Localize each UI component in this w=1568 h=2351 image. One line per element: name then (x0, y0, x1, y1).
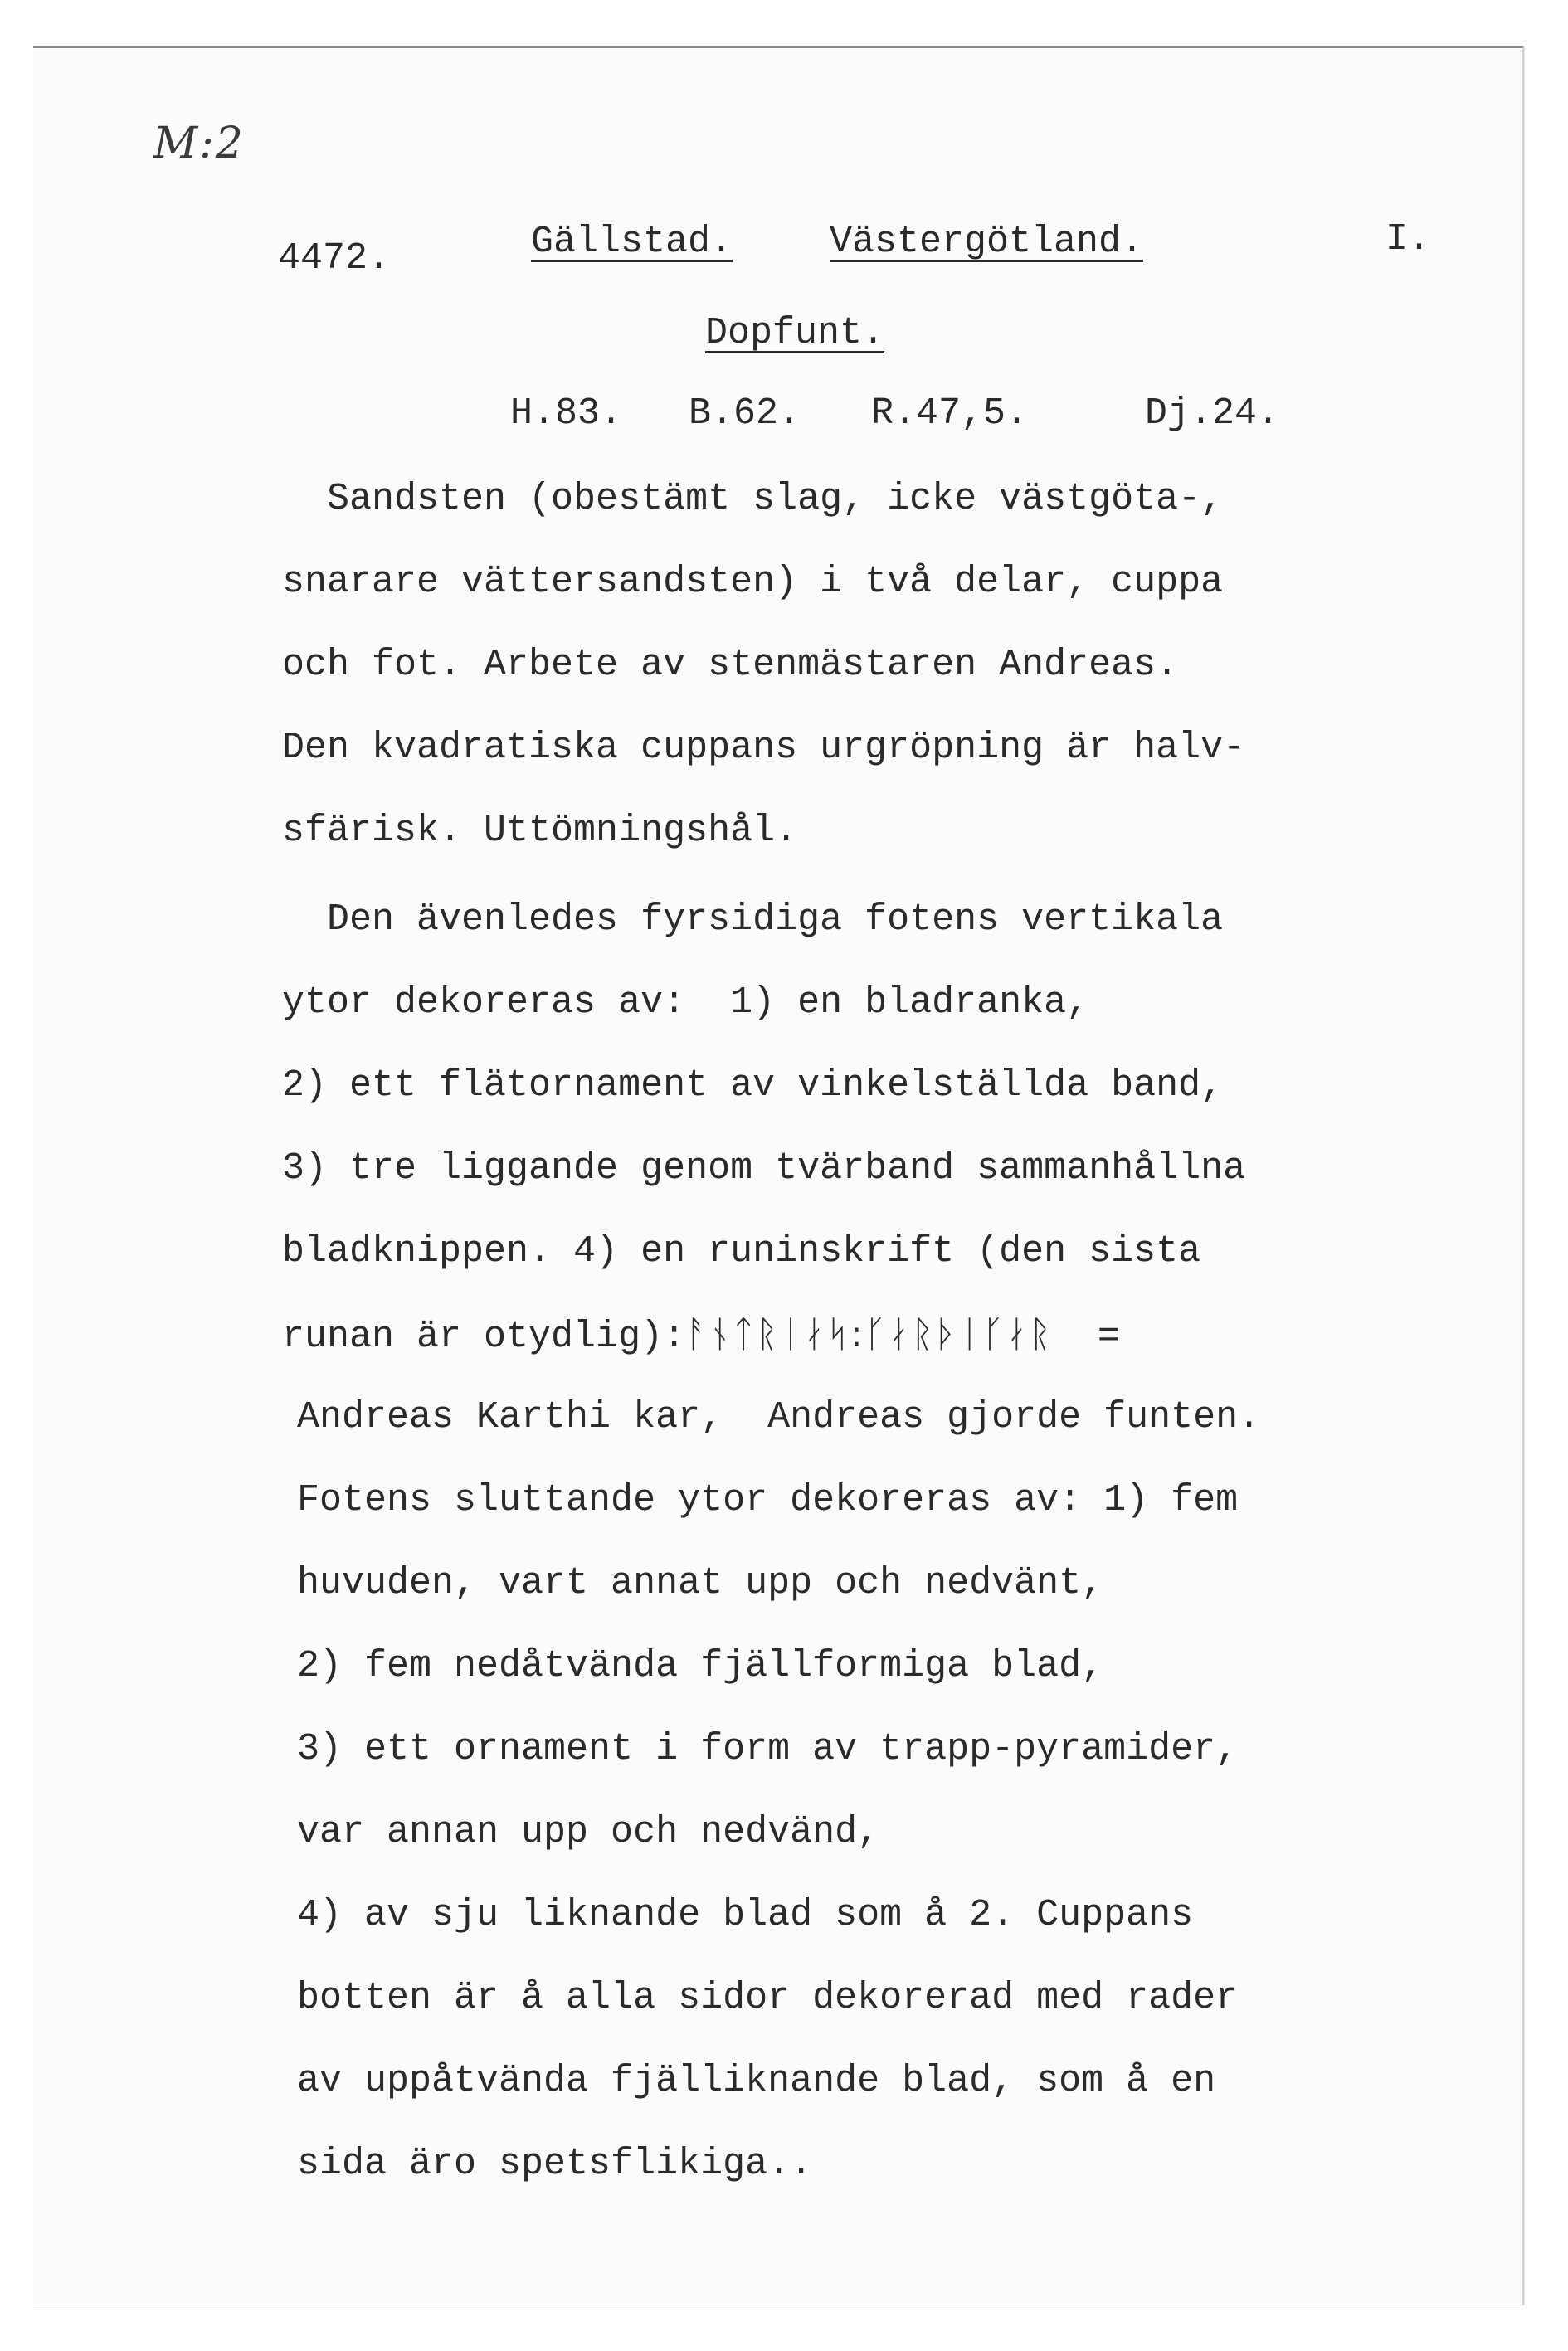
text-line: sfärisk. Uttömningshål. (282, 810, 798, 852)
text-line: botten är å alla sidor dekorerad med rader (297, 1977, 1239, 2019)
document-page (33, 46, 1524, 2305)
text-line: huvuden, vart annat upp och nedvänt, (297, 1562, 1104, 1604)
dimension-height: H.83. (510, 392, 623, 435)
text-line: Andreas Karthi kar, Andreas gjorde funten. (297, 1396, 1261, 1438)
text-line: och fot. Arbete av stenmästaren Andreas. (282, 644, 1179, 686)
text-line: Fotens sluttande ytor dekoreras av: 1) fem (297, 1479, 1239, 1521)
shelf-mark: M:2 (153, 119, 245, 168)
dimension-breadth: B.62. (689, 392, 801, 435)
dimension-diameter: Dj.24. (1145, 392, 1280, 435)
object-title: Dopfunt. (705, 312, 885, 354)
rune-line-prefix: runan är otydlig): (282, 1316, 686, 1358)
text-line: ytor dekoreras av: 1) en bladranka, (282, 981, 1089, 1024)
text-line: av uppåtvända fjälliknande blad, som å en (297, 2060, 1216, 2102)
text-line: 2) ett flätornament av vinkelställda band, (282, 1064, 1224, 1107)
text-line: 3) tre liggande genom tvärband sammanhållna (282, 1147, 1246, 1190)
text-line: var annan upp och nedvänd, (297, 1811, 880, 1853)
text-line: snarare vättersandsten) i två delar, cuppa (282, 561, 1224, 603)
page-number: I. (1385, 218, 1431, 260)
text-line: 2) fem nedåtvända fjällformiga blad, (297, 1645, 1104, 1687)
dimension-radius: R.47,5. (871, 392, 1029, 435)
rune-inscription-line (282, 1313, 1120, 1358)
text-line: 3) ett ornament i form av trapp-pyramider, (297, 1728, 1239, 1770)
catalog-number: 4472. (278, 237, 391, 280)
text-line: 4) av sju liknande blad som å 2. Cuppans (297, 1894, 1194, 1936)
text-line: Den ävenledes fyrsidiga fotens vertikala (282, 898, 1224, 941)
province-name: Västergötland. (830, 221, 1144, 263)
text-line: Sandsten (obestämt slag, icke västgöta-, (282, 478, 1224, 520)
text-line: Den kvadratiska cuppans urgröpning är halv- (282, 727, 1246, 769)
text-line: sida äro spetsflikiga.. (297, 2143, 813, 2185)
rune-inscription: ᚨᚾᛏᚱᛁᛅᛋ:ᚴᛅᚱᚦᛁᚴᛅᚱ (685, 1313, 1053, 1356)
text-line: bladknippen. 4) en runinskrift (den sista (282, 1230, 1201, 1273)
rune-line-suffix: = (1052, 1316, 1120, 1358)
place-name: Gällstad. (531, 221, 733, 263)
